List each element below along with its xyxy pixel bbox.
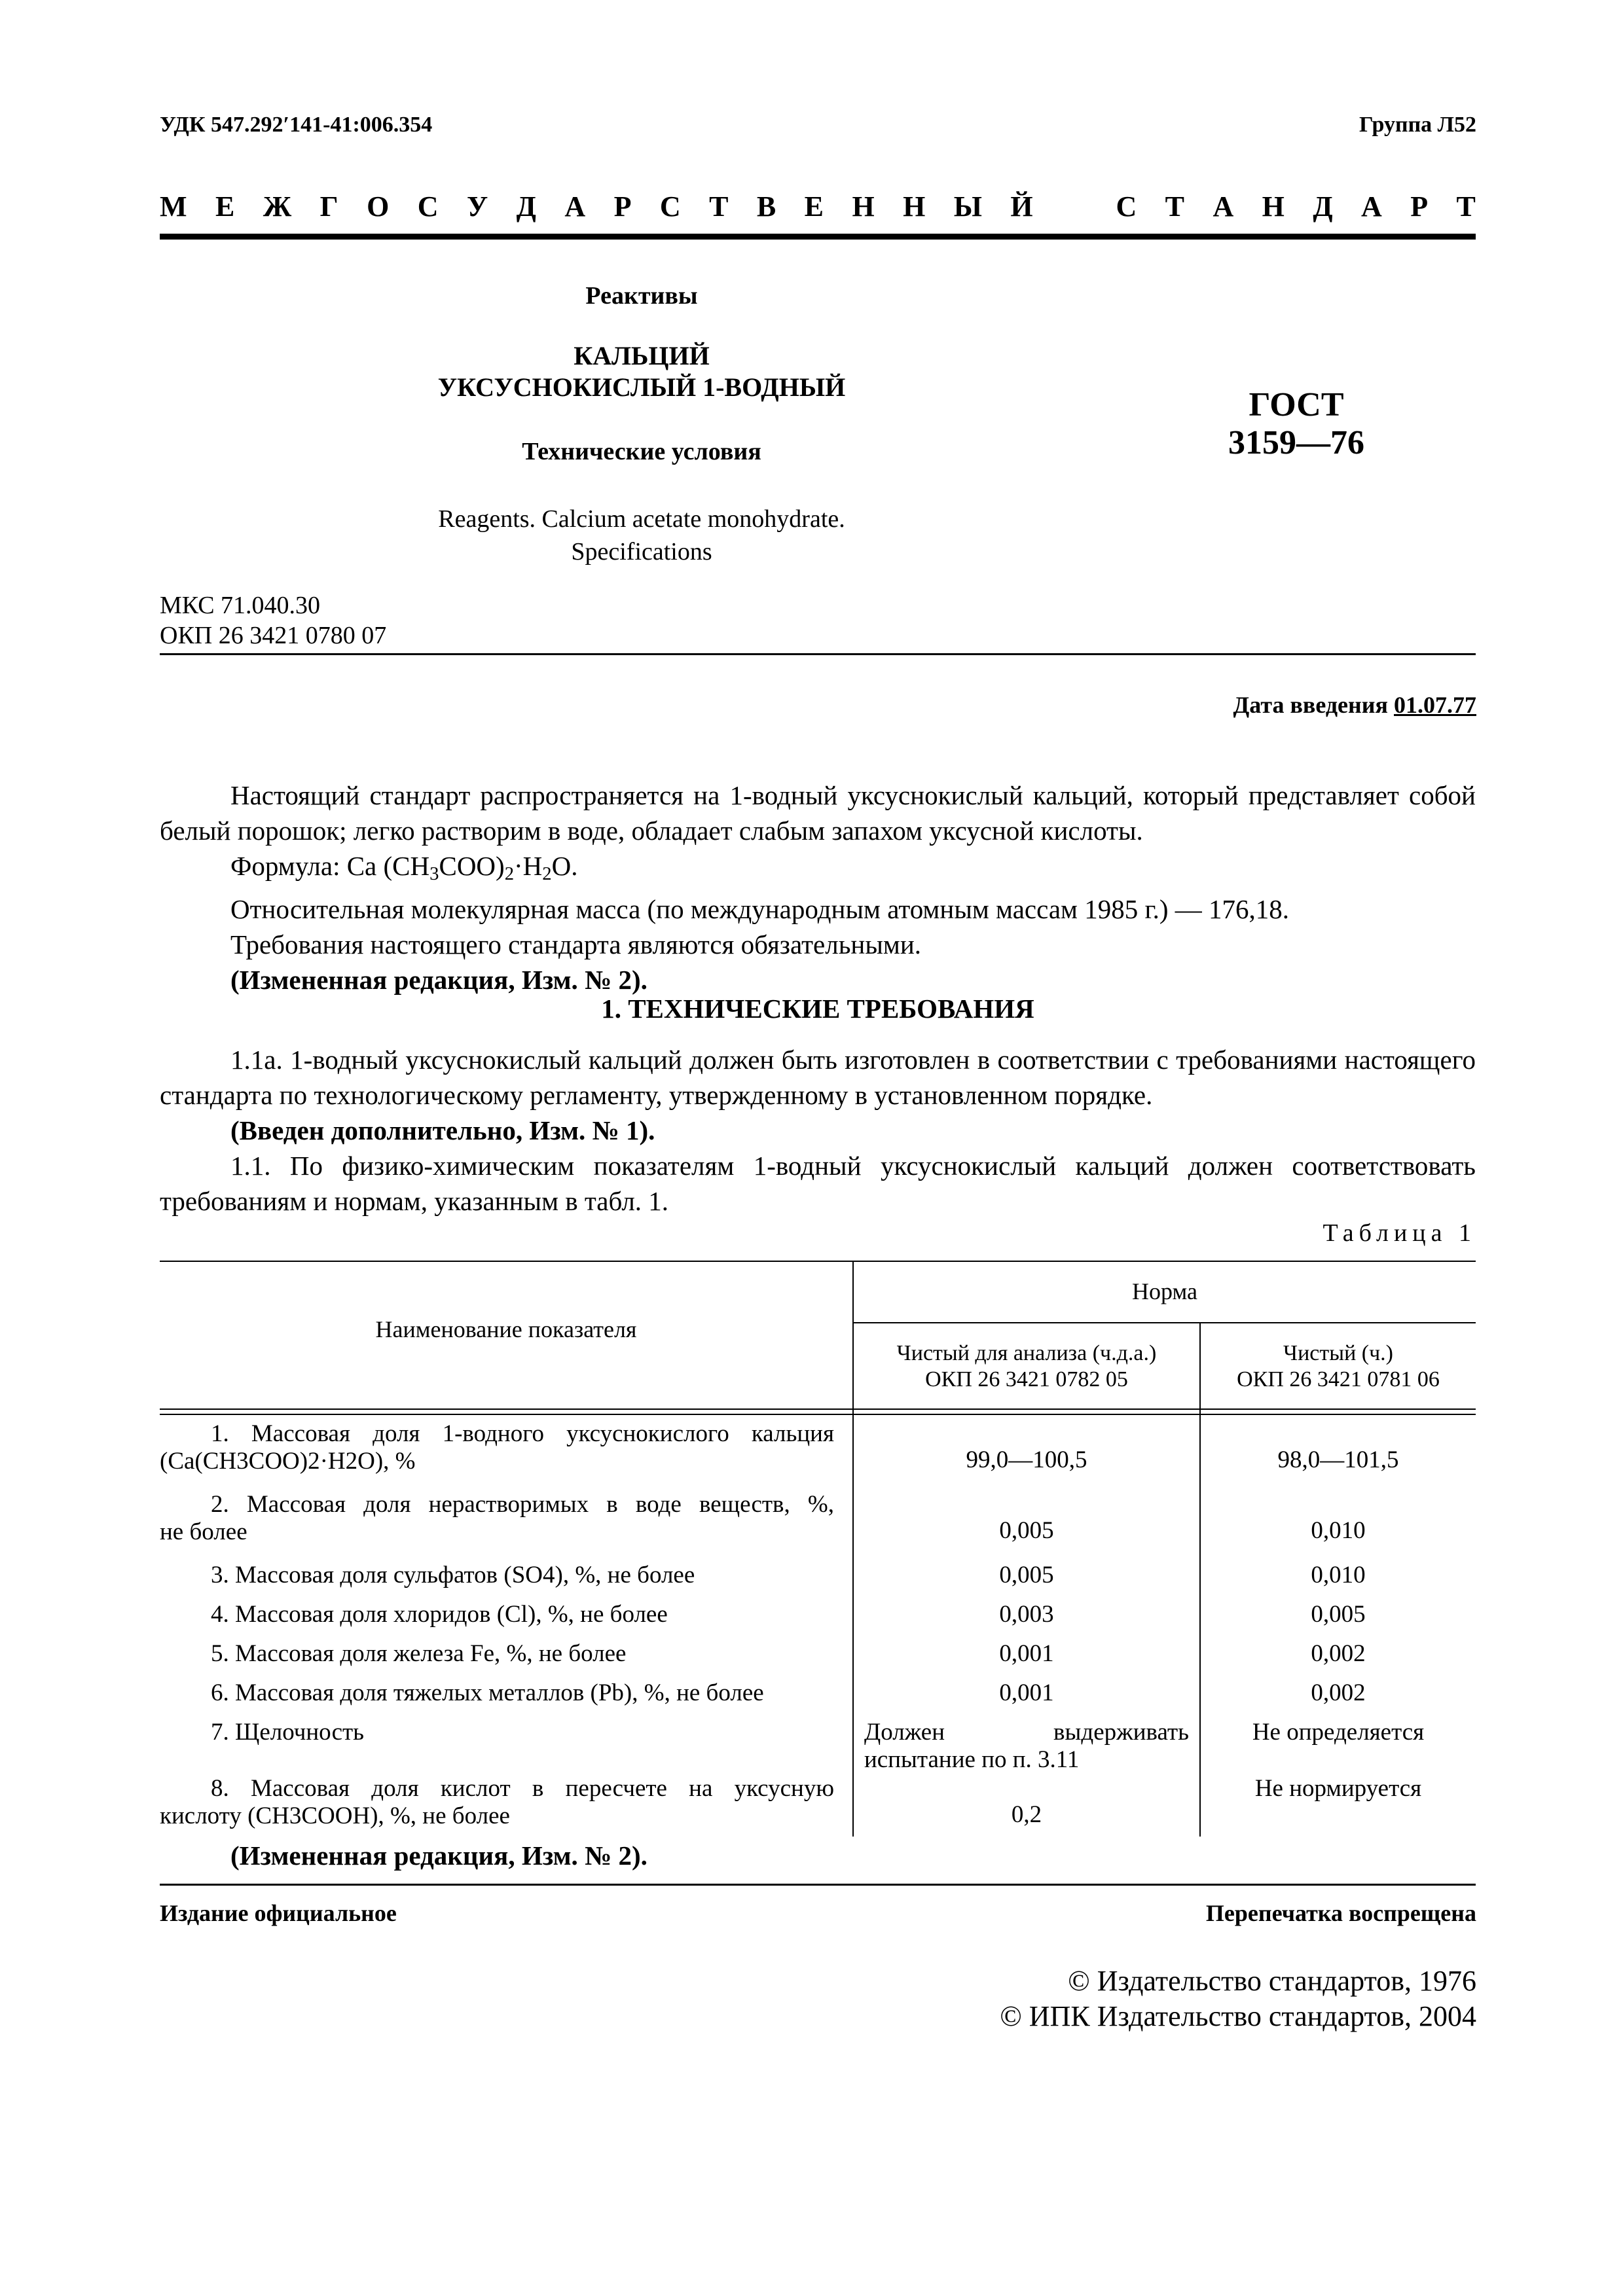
- okp-code: ОКП 26 3421 0780 07: [160, 622, 387, 649]
- header-rule: [160, 234, 1476, 240]
- amendment-note-1: (Введен дополнительно, Изм. № 1).: [230, 1115, 655, 1145]
- value-pure-for-analysis: 0,005: [999, 1562, 1054, 1588]
- reprint-prohibited: Перепечатка воспрещена: [1205, 1900, 1476, 1926]
- indicator-line-1: 1. Массовая доля 1-водного уксуснокислого кальция: [211, 1420, 834, 1447]
- table-row-indicator: [160, 1601, 834, 1628]
- formula-line: Формула: Ca $(CH_3COO)_2\cdot H_2O$.: [230, 851, 578, 885]
- english-title-line-2: Specifications: [571, 538, 712, 565]
- banner-letter: Е: [804, 190, 824, 223]
- banner-letter: Г: [319, 190, 338, 223]
- table-row-indicator: [160, 1679, 834, 1707]
- codes-rule: [160, 653, 1476, 655]
- banner-letter: О: [367, 190, 390, 223]
- banner-letter: М: [160, 190, 187, 223]
- banner-letter: Р: [613, 190, 632, 223]
- grade-a-okp: ОКП 26 3421 0782 05: [925, 1367, 1128, 1391]
- amendment-note-2: (Измененная редакция, Изм. № 2).: [230, 965, 647, 996]
- value-pure: 0,010: [1311, 1562, 1366, 1588]
- footer-rule: [160, 1884, 1476, 1886]
- table-top-rule: [160, 1261, 1476, 1262]
- interstate-standard-banner: [160, 190, 1476, 223]
- document-subtitle: Технические условия: [522, 438, 761, 465]
- banner-letter: У: [466, 190, 488, 223]
- introduction-date: [1233, 691, 1477, 719]
- table-norm-rule: [852, 1322, 1476, 1323]
- table-row-indicator: [160, 1562, 834, 1589]
- indicator-line-2: не более: [160, 1518, 247, 1545]
- table-1-caption: Таблица 1: [1322, 1219, 1476, 1247]
- banner-letter: Т: [1456, 190, 1476, 223]
- banner-letter: С: [659, 190, 681, 223]
- banner-letter: Й: [1010, 190, 1033, 223]
- table-row-indicator: [160, 1491, 834, 1546]
- indicator-line-1: 7. Щелочность: [211, 1719, 365, 1746]
- value-pure-for-analysis: 0,005: [999, 1517, 1054, 1544]
- banner-letter: Р: [1410, 190, 1429, 223]
- value-pure-for-analysis: 0,001: [999, 1679, 1054, 1706]
- banner-letter: Т: [709, 190, 729, 223]
- banner-letter: Д: [516, 190, 536, 223]
- indicator-line-1: 8. Массовая доля кислот в пересчете на уксусную: [211, 1775, 834, 1802]
- banner-letter: С: [1116, 190, 1137, 223]
- english-title: [367, 503, 917, 568]
- indicator-line-2: (Ca(CH3COO)2·H2O), %: [160, 1448, 416, 1475]
- table-row-indicator: [160, 1640, 834, 1668]
- value-pure: 0,005: [1311, 1601, 1366, 1628]
- table-header-rule-2: [160, 1414, 1476, 1415]
- banner-letter: А: [564, 190, 586, 223]
- banner-letter: Ы: [953, 190, 982, 223]
- scope-paragraph: Настоящий стандарт распространяется на 1-водный уксуснокислый кальций, который представляет собой белый порошок; легко растворим в воде, обладает слабым запахом уксусной кислоты.: [160, 780, 1476, 846]
- title-line-2: УКСУСНОКИСЛЫЙ 1-ВОДНЫЙ: [437, 372, 846, 402]
- introduction: [160, 778, 1476, 997]
- table-row-indicator: [160, 1719, 834, 1746]
- banner-letter: Н: [852, 190, 875, 223]
- indicator-line-1: 5. Массовая доля железа Fe, %, не более: [211, 1640, 627, 1667]
- value-pure: 0,010: [1311, 1517, 1366, 1544]
- banner-letter: В: [756, 190, 776, 223]
- indicator-line-1: 6. Массовая доля тяжелых металлов (Pb), %, не более: [211, 1679, 764, 1706]
- value-pure-for-analysis: 99,0—100,5: [966, 1446, 1087, 1473]
- banner-letter: Е: [215, 190, 235, 223]
- banner-letter: Ж: [263, 190, 292, 223]
- value-pure: Не нормируется: [1254, 1775, 1422, 1802]
- value-pure-for-analysis: 0,003: [999, 1601, 1054, 1628]
- banner-letter: Т: [1165, 190, 1185, 223]
- table-row-indicator: [160, 1775, 834, 1830]
- introduction-date-label: Дата введения: [1233, 692, 1388, 718]
- category-label: Реактивы: [585, 282, 698, 310]
- banner-letter: А: [1361, 190, 1382, 223]
- value-pure: 0,002: [1311, 1679, 1366, 1706]
- document-title: [367, 340, 917, 403]
- mandatory-note: Требования настоящего стандарта являются обязательными.: [230, 929, 922, 960]
- grade-b-okp: ОКП 26 3421 0781 06: [1237, 1367, 1440, 1391]
- value-pure-for-analysis: 0,001: [999, 1640, 1054, 1667]
- column-grade-pure-for-analysis: [854, 1340, 1199, 1393]
- mks-code: МКС 71.040.30: [160, 592, 321, 619]
- value-pure: 98,0—101,5: [1277, 1446, 1399, 1473]
- clause-1-1a: 1.1а. 1-водный уксуснокислый кальций должен быть изготовлен в соответствии с требованиями настоящего стандарта по технологическому регламенту, утвержденному в установленном порядке.: [160, 1045, 1476, 1110]
- indicator-line-2: кислоту (CH3COOH), %, не более: [160, 1803, 510, 1829]
- column-grade-pure: [1201, 1340, 1476, 1393]
- introduction-date-value: 01.07.77: [1394, 692, 1476, 718]
- section-1-heading: 1. ТЕХНИЧЕСКИЕ ТРЕБОВАНИЯ: [601, 994, 1034, 1024]
- banner-letter: Д: [1313, 190, 1333, 223]
- column-norm: Норма: [1132, 1278, 1197, 1304]
- value-pure-for-analysis: Должен выдерживать испытание по п. 3.11: [864, 1719, 1189, 1773]
- gost-label: ГОСТ: [1249, 386, 1344, 423]
- table-header-rule-1: [160, 1408, 1476, 1410]
- title-line-1: КАЛЬЦИЙ: [574, 341, 710, 370]
- udk-code: УДК 547.292′141-41:006.354: [160, 113, 433, 137]
- classification-codes: [160, 590, 386, 651]
- indicator-line-1: 2. Массовая доля нерастворимых в воде веществ, %,: [211, 1491, 834, 1518]
- english-title-line-1: Reagents. Calcium acetate monohydrate.: [438, 505, 845, 533]
- group-code: Группа Л52: [1359, 113, 1476, 137]
- gost-designation: [1178, 386, 1414, 462]
- indicator-line-1: 4. Массовая доля хлоридов (Cl), %, не более: [211, 1601, 668, 1628]
- copyright-1976: © Издательство стандартов, 1976: [1068, 1965, 1476, 1997]
- value-pure: Не определяется: [1252, 1719, 1425, 1746]
- table-amendment-note: (Измененная редакция, Изм. № 2).: [230, 1840, 647, 1871]
- gost-number: 3159—76: [1228, 424, 1364, 461]
- copyright: [1000, 1964, 1476, 2034]
- grade-b-name: Чистый (ч.): [1283, 1341, 1394, 1365]
- banner-letter: Н: [903, 190, 926, 223]
- banner-letter: А: [1213, 190, 1234, 223]
- table-row-indicator: [160, 1420, 834, 1475]
- molecular-mass: Относительная молекулярная масса (по международным атомным массам 1985 г.) — 176,18.: [230, 894, 1290, 925]
- grade-a-name: Чистый для анализа (ч.д.а.): [896, 1341, 1157, 1365]
- copyright-2004: © ИПК Издательство стандартов, 2004: [1000, 2000, 1476, 2032]
- section-1-body: [160, 1042, 1476, 1219]
- indicator-line-1: 3. Массовая доля сульфатов (SO4), %, не более: [211, 1562, 695, 1588]
- official-edition: Издание официальное: [160, 1900, 397, 1926]
- banner-gap: [1061, 190, 1087, 223]
- banner-letter: С: [417, 190, 439, 223]
- column-indicator-name: Наименование показателя: [375, 1316, 637, 1342]
- clause-1-1: 1.1. По физико-химическим показателям 1-водный уксуснокислый кальций должен соответствовать требованиям и нормам, указанным в табл. 1.: [160, 1151, 1476, 1216]
- banner-letter: Н: [1262, 190, 1285, 223]
- value-pure-for-analysis: 0,2: [1011, 1801, 1042, 1828]
- value-pure: 0,002: [1311, 1640, 1366, 1667]
